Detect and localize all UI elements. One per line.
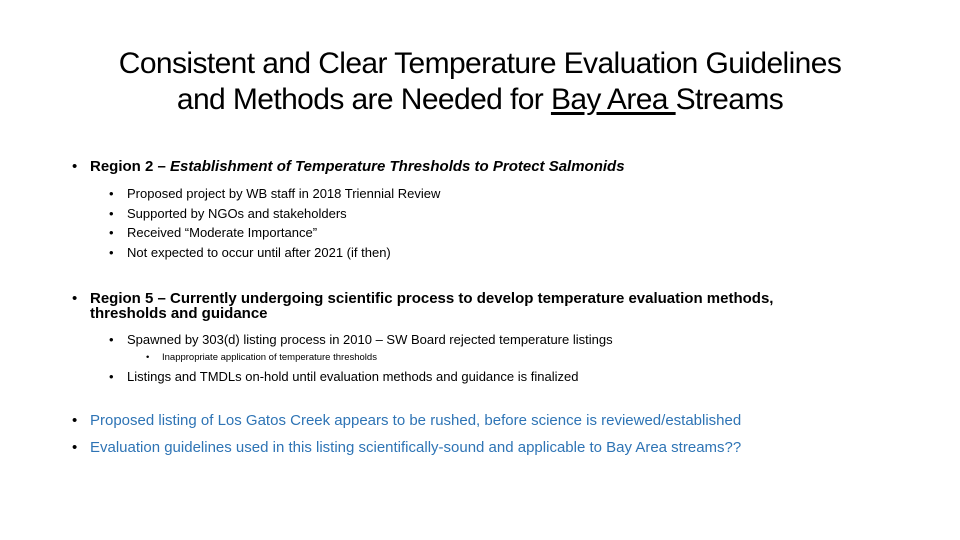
bullet: • — [109, 225, 114, 240]
bullet: • — [72, 158, 78, 175]
conclusion-text: Proposed listing of Los Gatos Creek appears to be rushed, before science is reviewed/established — [90, 412, 742, 429]
region5-subsubitem — [146, 352, 377, 364]
region2-item — [109, 204, 347, 224]
region5-heading-line-2: thresholds and guidance — [90, 305, 268, 322]
region2-item — [109, 223, 317, 243]
title-line-1: Consistent and Clear Temperature Evaluation Guidelines — [118, 47, 842, 80]
region5-subsubitem-text: Inappropriate application of temperature thresholds — [162, 352, 377, 363]
region5-subitem-text: Spawned by 303(d) listing process in 2010 – SW Board rejected temperature listings — [127, 332, 613, 347]
bullet: • — [72, 290, 78, 307]
region5-heading-line-1: Region 5 – Currently undergoing scientific process to develop temperature evaluation methods, — [90, 290, 774, 307]
region2-heading-italic: Establishment of Temperature Thresholds to Protect Salmonids — [170, 158, 625, 175]
bullet: • — [109, 186, 114, 201]
region2-item-text: Supported by NGOs and stakeholders — [127, 205, 347, 221]
region2-heading-label: Region 2 – — [90, 158, 171, 175]
bullet: • — [109, 205, 114, 221]
conclusion-text: Evaluation guidelines used in this listing scientifically-sound and applicable to Bay Area streams?? — [90, 439, 742, 456]
region5-subitem — [109, 367, 578, 387]
bullet: • — [109, 332, 114, 347]
bullet: • — [109, 244, 114, 260]
slide-title — [0, 46, 960, 118]
region2-item — [109, 243, 391, 263]
region2-item — [109, 184, 440, 204]
region2-item-text: Received “Moderate Importance” — [127, 225, 318, 240]
region2-heading — [72, 158, 625, 176]
region2-item-text: Not expected to occur until after 2021 (if then) — [127, 244, 391, 260]
region5-subitem — [109, 330, 613, 350]
conclusion-item — [72, 412, 741, 430]
title-line-2 — [0, 82, 960, 118]
region2-item-text: Proposed project by WB staff in 2018 Triennial Review — [127, 186, 441, 201]
title-underlined-text: Bay Area — [550, 83, 676, 116]
title-line-2-end: Streams — [675, 83, 784, 116]
bullet: • — [146, 352, 150, 363]
title-line-2-start: and Methods are Needed for — [176, 83, 551, 116]
bullet: • — [72, 439, 78, 456]
region5-subitem-text: Listings and TMDLs on-hold until evaluation methods and guidance is finalized — [127, 369, 579, 384]
bullet: • — [72, 412, 78, 429]
bullet: • — [109, 369, 114, 384]
conclusion-item — [72, 439, 741, 457]
